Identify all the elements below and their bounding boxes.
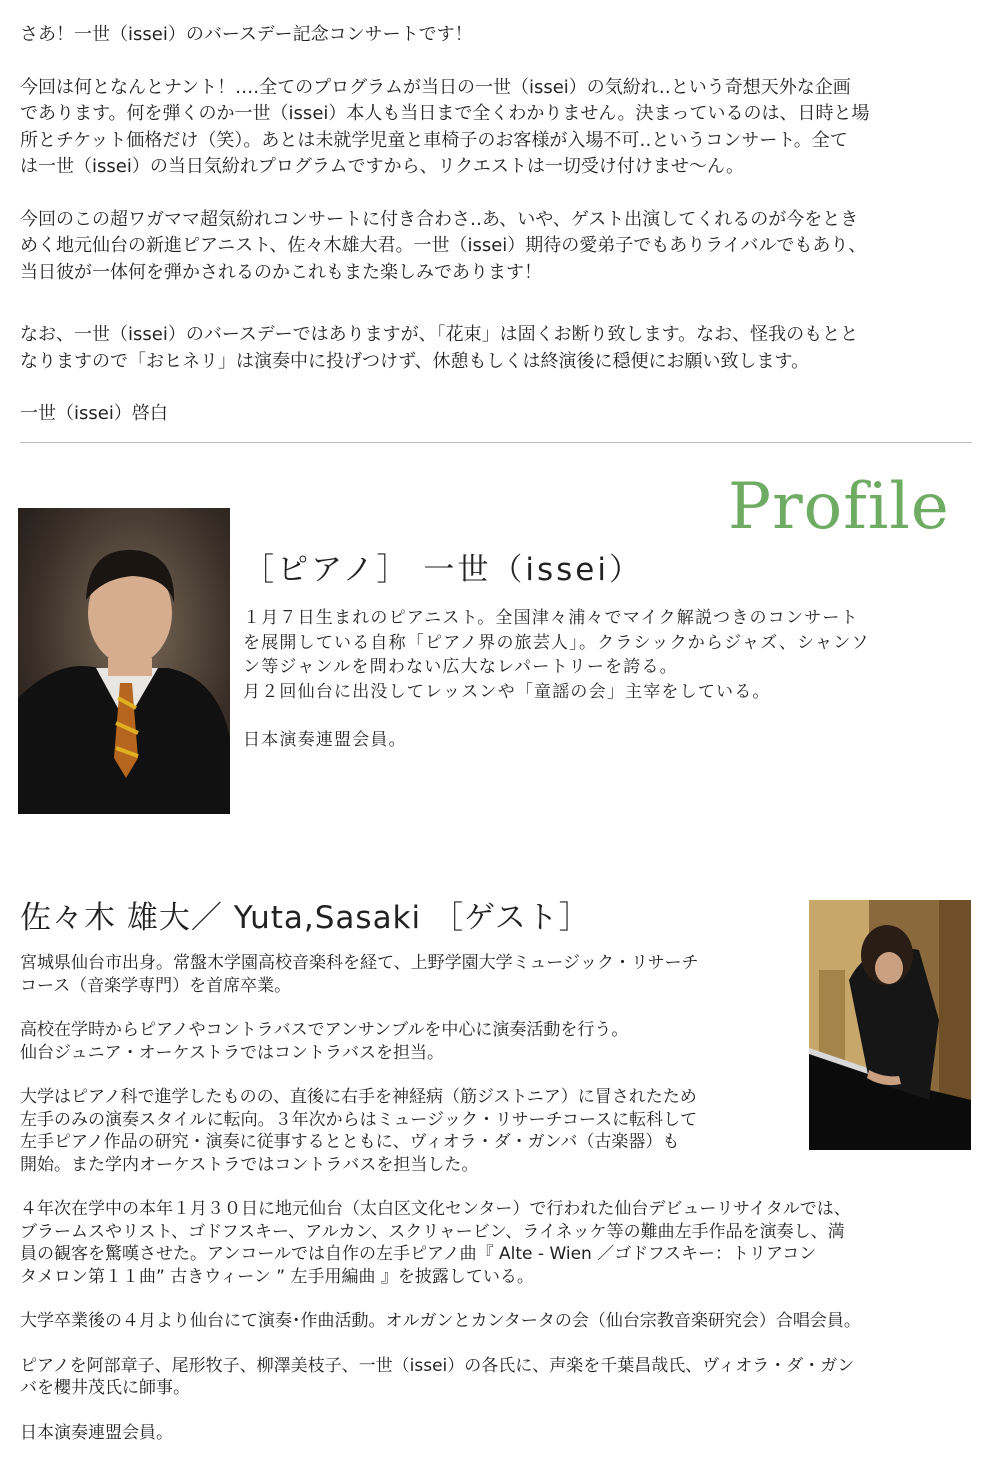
intro-signature: 一世（issei）啓白 — [20, 403, 168, 424]
sasaki-bio-paragraph: 大学卒業後の４月より仙台にて演奏･作曲活動。オルガンとカンタータの会（仙台宗教音楽研究会）合唱会員。 — [20, 1311, 861, 1331]
intro-message — [20, 22, 980, 454]
section-divider — [20, 442, 972, 443]
sasaki-bio-paragraph: 大学はピアノ科で進学したものの、直後に右手を神経病（筋ジストニア）に冒されたため 左手のみの演奏スタイルに転向。３年次からはミュージック・リサーチコースに転科して 左手ピアノ作品の研究・演奏に従事するとともに、ヴィオラ・ダ・ガンバ（古楽器）も 開始。また学内オーケストラではコントラバスを担当した。 — [20, 1087, 698, 1175]
intro-paragraph: なお、一世（issei）のバースデーではありますが、「花束」は固くお断り致します。なお、怪我のもとと なりますので「おヒネリ」は演奏中に投げつけず、休憩もしくは終演後に穏便にお願い致します。 — [20, 324, 859, 372]
issei-portrait-photo — [18, 508, 230, 814]
profile-heading: Profile — [728, 470, 950, 544]
issei-bio-paragraph: 日本演奏連盟会員。 — [243, 730, 407, 750]
intro-paragraph: さあ！一世（issei）のバースデー記念コンサートです！ — [20, 24, 473, 45]
sasaki-piano-photo — [809, 900, 971, 1150]
sasaki-bio-paragraph: 宮城県仙台市出身。常盤木学園高校音楽科を経て、上野学園大学ミュージック・リサーチ コース（音楽学専門）を首席卒業。 — [20, 953, 699, 996]
sasaki-bio-paragraph: 日本演奏連盟会員。 — [20, 1422, 173, 1443]
issei-bio — [243, 606, 973, 777]
issei-name: ［ピアノ］ 一世（issei） — [243, 552, 643, 588]
sasaki-bio-paragraph: ピアノを阿部章子、尾形牧子、柳澤美枝子、一世（issei）の各氏に、声楽を千葉昌哉氏、ヴィオラ・ダ・ガン バを櫻井茂氏に師事。 — [20, 1355, 855, 1398]
sasaki-bio-paragraph: ４年次在学中の本年１月３０日に地元仙台（太白区文化センター）で行われた仙台デビューリサイタルでは、 ブラームスやリスト、ゴドフスキー、アルカン、スクリャービン、ライネッケ等の難曲左手作品を演奏し、満 員の観客を驚嘆させた。アンコールでは自作の左手ピアノ曲『 Alte - Wien ／ゴドフスキー：トリアコン タメロン第１１曲” 古きウィーン ” 左手用編曲 』を披露している。 — [20, 1199, 851, 1287]
intro-paragraph: 今回は何となんとナント！‥‥全てのプログラムが当日の一世（issei）の気紛れ‥という奇想天外な企画 であります。何を弾くのか一世（issei）本人も当日まで全くわかりません。決まっているのは、日時と場 所とチケット価格だけ（笑）。あとは未就学児童と車椅子のお客様が入場不可‥というコンサート。全て は一世（issei）の当日気紛れプログラムですから、リクエストは一切受け付けませ〜ん。 — [20, 76, 870, 177]
sasaki-name: 佐々木 雄大／ Yuta,Sasaki ［ゲスト］ — [20, 900, 591, 936]
sasaki-bio — [20, 952, 861, 1466]
issei-bio-paragraph: １月７日生まれのピアニスト。全国津々浦々でマイク解説つきのコンサート を展開している自称「ピアノ界の旅芸人」。クラシックからジャズ、シャンソ ン等ジャンルを問わない広大なレパートリーを誇る。 月２回仙台に出没してレッスンや「童謡の会」主宰をしている。 — [243, 608, 870, 702]
sasaki-bio-paragraph: 高校在学時からピアノやコントラバスでアンサンブルを中心に演奏活動を行う。 仙台ジュニア・オーケストラではコントラバスを担当。 — [20, 1020, 629, 1063]
intro-paragraph: 今回のこの超ワガママ超気紛れコンサートに付き合わさ‥あ、いや、ゲスト出演してくれるのが今をとき めく地元仙台の新進ピアニスト、佐々木雄大君。一世（issei）期待の愛弟子でもありライバルでもあり、 当日彼が一体何を弾かされるのかこれもまた楽しみであります！ — [20, 208, 867, 283]
